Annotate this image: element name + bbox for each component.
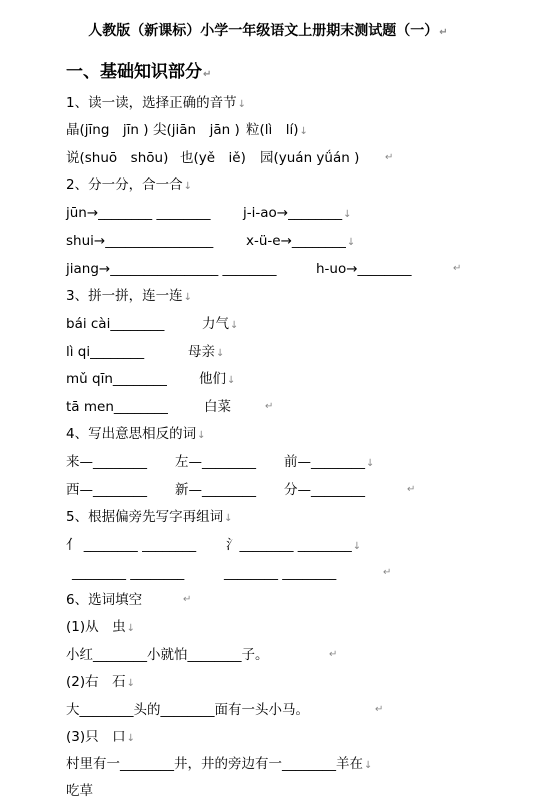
q3-pinyin: bái cài________ xyxy=(66,316,165,332)
q3-word: 力气↓ xyxy=(202,316,239,332)
q6-heading: 6、选词填空 ↵ xyxy=(66,592,192,608)
q4-row xyxy=(66,481,416,499)
line-break-icon: ↓ xyxy=(126,678,136,689)
q4-pair: 新—________ xyxy=(175,482,256,498)
q6-sentence: 小红________小就怕________子。 ↵ xyxy=(66,647,338,663)
q2-row xyxy=(66,260,462,278)
q1-option: 园(yuán yǘán ) xyxy=(260,150,360,166)
q4-pair: 前—________↓ xyxy=(284,454,375,470)
q1-option: 粒(lì lí)↓ xyxy=(246,122,308,138)
q3-word: 他们↓ xyxy=(199,371,236,387)
paragraph-mark-icon: ↵ xyxy=(265,401,274,412)
line-break-icon: ↓ xyxy=(352,541,362,552)
q6-label: (3)只 口↓ xyxy=(66,729,136,745)
q3-row xyxy=(66,315,239,333)
q4-pair: 分—________ xyxy=(284,482,365,498)
paragraph-mark-icon: ↵ xyxy=(407,484,416,495)
q2-row xyxy=(66,204,352,222)
q4-pair: 来—________ xyxy=(66,454,147,470)
q5-item: ________ ________ xyxy=(224,565,337,581)
q5-item: ________ ________ xyxy=(72,565,185,581)
section-heading: 一、基础知识部分↵ xyxy=(66,62,212,82)
line-break-icon: ↓ xyxy=(126,733,136,744)
q5-row xyxy=(66,536,362,554)
q3-word: 白菜 xyxy=(204,399,231,415)
paragraph-mark-icon: ↵ xyxy=(383,567,392,578)
q3-pinyin: tā men________ xyxy=(66,399,168,415)
q3-row xyxy=(66,370,236,388)
q4-pair: 西—________ xyxy=(66,482,147,498)
paragraph-mark-icon: ↵ xyxy=(203,69,212,80)
q3-row xyxy=(66,343,225,361)
q3-row xyxy=(66,398,274,416)
line-break-icon: ↓ xyxy=(197,430,206,441)
q4-pair: 左—________ xyxy=(175,454,256,470)
paragraph-mark-icon: ↵ xyxy=(329,649,338,660)
line-break-icon: ↓ xyxy=(227,375,236,386)
line-break-icon: ↓ xyxy=(237,99,246,110)
q2-item: jūn→________ ________ xyxy=(66,205,211,221)
q3-pinyin: lì qi________ xyxy=(66,344,145,360)
line-break-icon: ↓ xyxy=(230,320,239,331)
q1-option: 尖(jiān jān ) xyxy=(153,122,240,138)
paragraph-mark-icon: ↵ xyxy=(183,594,192,605)
q6-continuation: 吃草 xyxy=(66,783,93,799)
paragraph-mark-icon: ↵ xyxy=(453,263,462,274)
q3-heading: 3、拼一拼，连一连↓ xyxy=(66,288,192,304)
q4-row xyxy=(66,453,375,471)
q6-sentence: 大________头的________面有一头小马。 ↵ xyxy=(66,702,384,718)
q5-row xyxy=(72,564,392,582)
q3-pinyin: mǔ qīn________ xyxy=(66,371,167,387)
q6-label: (2)右 石↓ xyxy=(66,674,136,690)
paragraph-mark-icon: ↵ xyxy=(439,27,448,38)
line-break-icon: ↓ xyxy=(364,760,373,771)
q6-sentence: 村里有一________井，井的旁边有一________羊在↓ xyxy=(66,756,373,772)
line-break-icon: ↓ xyxy=(224,513,233,524)
q2-item: x-ü-e→________↓ xyxy=(246,233,356,249)
q5-item: 氵________ ________↓ xyxy=(226,537,362,553)
q3-word: 母亲↓ xyxy=(188,344,225,360)
q2-heading: 2、分一分，合一合↓ xyxy=(66,177,192,193)
paragraph-mark-icon: ↵ xyxy=(385,152,394,163)
q5-item: 亻 ________ ________ xyxy=(66,537,197,553)
q4-heading: 4、写出意思相反的词↓ xyxy=(66,426,206,442)
line-break-icon: ↓ xyxy=(126,623,136,634)
line-break-icon: ↓ xyxy=(343,209,352,220)
q2-item: shui→________________ xyxy=(66,233,214,249)
line-break-icon: ↓ xyxy=(299,126,308,137)
q5-heading: 5、根据偏旁先写字再组词↓ xyxy=(66,509,233,525)
q1-heading: 1、读一读，选择正确的音节↓ xyxy=(66,95,246,111)
q2-item: j-i-ao→________↓ xyxy=(243,205,352,221)
line-break-icon: ↓ xyxy=(366,458,375,469)
paragraph-mark-icon: ↵ xyxy=(375,704,384,715)
q1-option: 也(yě iě) xyxy=(180,150,246,166)
q1-row xyxy=(66,121,308,139)
q2-item: jiang→________________ ________ xyxy=(66,261,277,277)
q1-row xyxy=(66,149,394,167)
line-break-icon: ↓ xyxy=(346,237,356,248)
q2-row xyxy=(66,232,356,250)
line-break-icon: ↓ xyxy=(183,181,192,192)
q1-option: 说(shuō shōu) xyxy=(66,150,169,166)
q2-item: h-uo→________ xyxy=(316,261,412,277)
q6-label: (1)从 虫↓ xyxy=(66,619,136,635)
q1-option: 晶(jīng jīn ) xyxy=(66,122,149,138)
line-break-icon: ↓ xyxy=(216,348,225,359)
document-title: 人教版（新课标）小学一年级语文上册期末测试题（一）↵ xyxy=(88,23,448,39)
line-break-icon: ↓ xyxy=(183,292,192,303)
